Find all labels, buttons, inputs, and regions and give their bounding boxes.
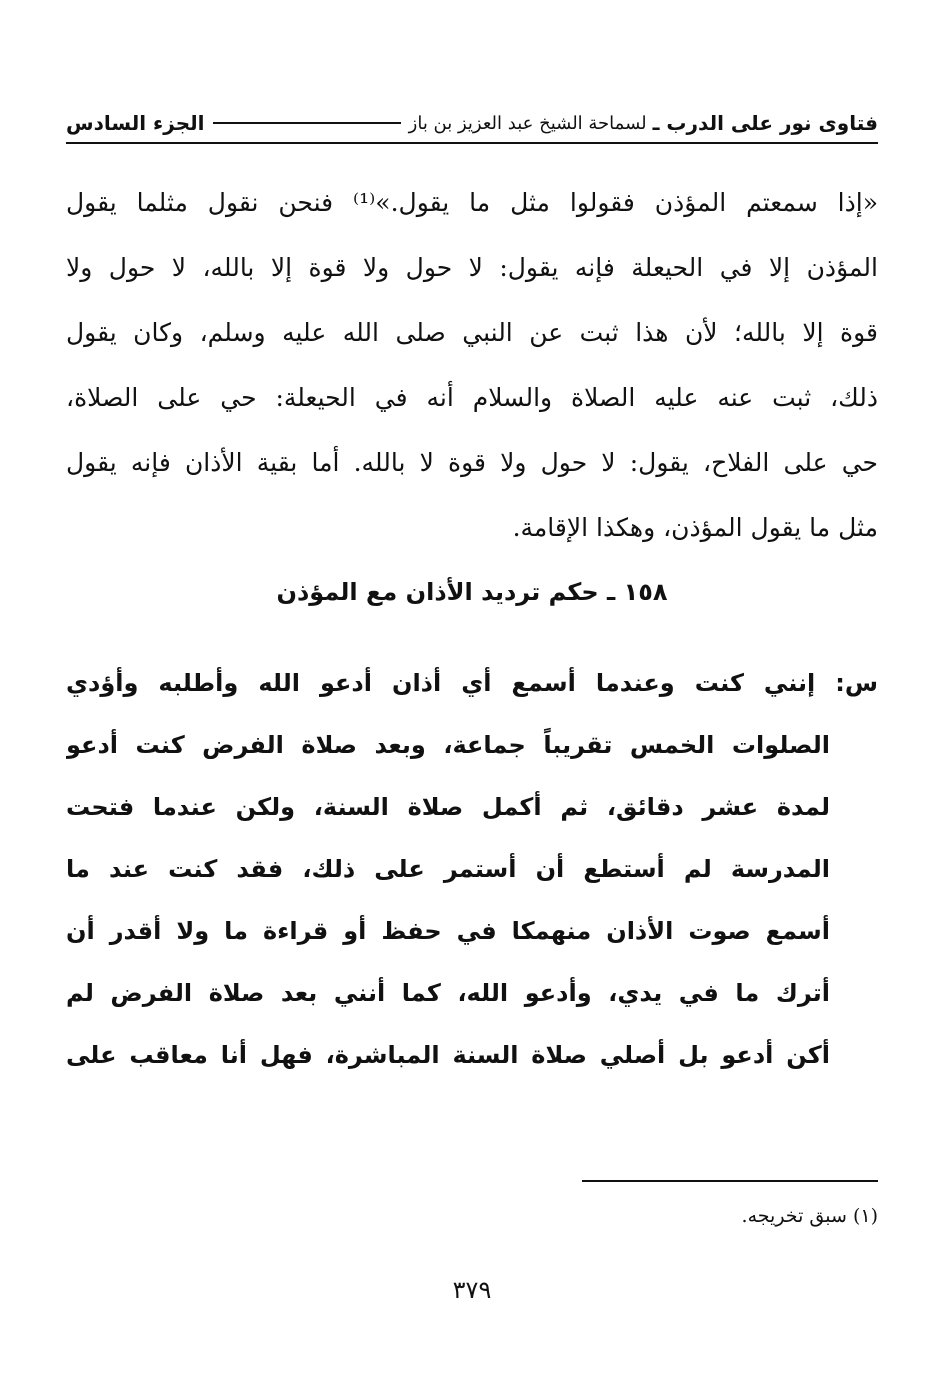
header-volume: الجزء السادس: [66, 111, 205, 135]
running-header: [66, 108, 878, 144]
question-line: س: إنني كنت وعندما أسمع أي أذان أدعو الله وأطلبه وأؤدي: [66, 669, 878, 697]
footnote-divider: [582, 1180, 878, 1182]
question-line: أكن أدعو بل أصلي صلاة السنة المباشرة، فهل أنا معاقب على: [66, 1041, 830, 1069]
paragraph-line: المؤذن إلا في الحيعلة فإنه يقول: لا حول ولا قوة إلا بالله، لا حول ولا: [66, 253, 878, 282]
question-line: الصلوات الخمس تقريباً جماعة، وبعد صلاة الفرض كنت أدعو: [66, 731, 830, 759]
header-rule: [213, 122, 401, 124]
paragraph-line: حي على الفلاح، يقول: لا حول ولا قوة لا بالله. أما بقية الأذان فإنه يقول: [66, 448, 878, 477]
question-line: المدرسة لم أستطع أن أستمر على ذلك، فقد كنت عند ما: [66, 855, 830, 883]
paragraph-line: مثل ما يقول المؤذن، وهكذا الإقامة.: [512, 513, 878, 542]
header-author-group: [66, 111, 653, 135]
paragraph-line: ذلك، ثبت عنه عليه الصلاة والسلام أنه في الحيعلة: حي على الصلاة،: [66, 383, 878, 412]
section-heading: ١٥٨ ـ حكم ترديد الأذان مع المؤذن: [276, 578, 668, 606]
page-number: ٣٧٩: [452, 1276, 492, 1304]
question-line: لمدة عشر دقائق، ثم أكمل صلاة السنة، ولكن عندما فتحت: [66, 793, 830, 821]
footnote: (١) سبق تخريجه.: [741, 1205, 878, 1227]
question-line: أسمع صوت الأذان منهمكا في حفظ أو قراءة ما ولا أقدر أن: [66, 917, 830, 945]
question-line: أترك ما في يدي، وأدعو الله، كما أنني بعد صلاة الفرض لم: [66, 979, 830, 1007]
paragraph-line: قوة إلا بالله؛ لأن هذا ثبت عن النبي صلى الله عليه وسلم، وكان يقول: [66, 318, 878, 347]
paragraph-line: «إذا سمعتم المؤذن فقولوا مثل ما يقول.»⁽¹⁾ فنحن نقول مثلما يقول: [66, 188, 878, 217]
header-author: لسماحة الشيخ عبد العزيز بن باز: [408, 112, 647, 134]
header-title: فتاوى نور على الدرب ـ: [652, 111, 878, 135]
question-block: [66, 652, 878, 1086]
body-paragraph: [66, 170, 878, 560]
